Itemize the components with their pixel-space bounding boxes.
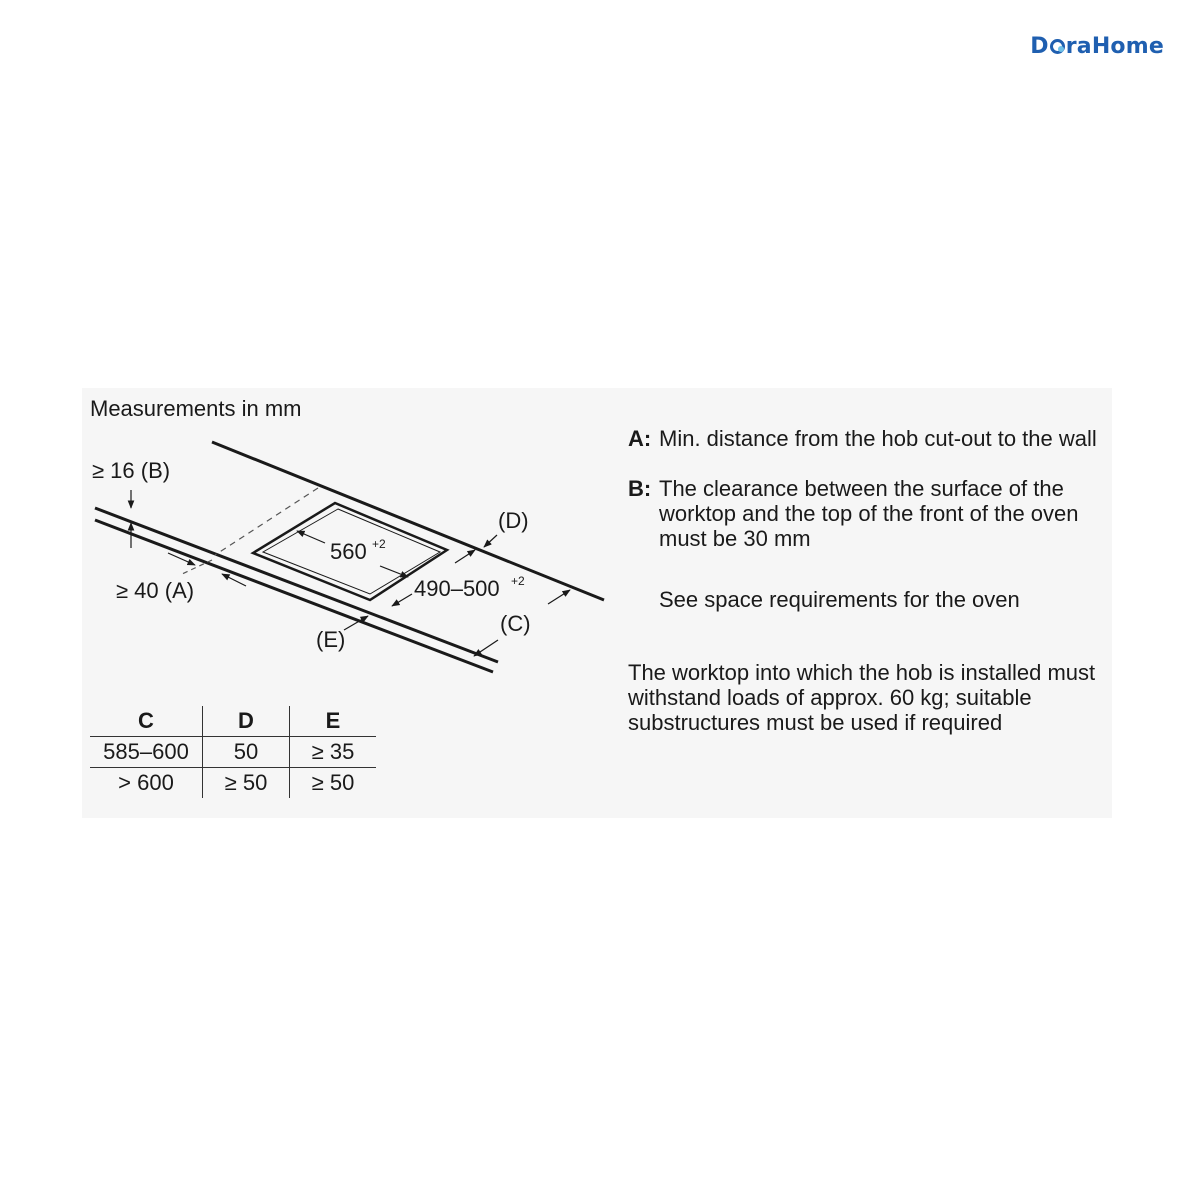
table-header-c: C — [90, 706, 203, 737]
table-cell: ≥ 35 — [290, 737, 377, 768]
table-row — [90, 768, 376, 799]
oven-note: See space requirements for the oven — [659, 587, 1020, 612]
dim-depth-arrow-bottom — [392, 594, 412, 606]
note-b-text: The clearance between the surface of the worktop and the top of the front of the oven must be 30 mm — [659, 476, 1079, 551]
note-b-key: B: — [628, 476, 652, 501]
dim-width-arrow-right — [380, 566, 408, 577]
table-cell: ≥ 50 — [203, 768, 290, 799]
dim-depth-label: 490–500 — [414, 576, 500, 601]
dim-c-arrow-bottom — [474, 640, 498, 656]
dim-width-label: 560 — [330, 539, 367, 564]
dim-width-arrow-left — [297, 531, 325, 543]
table-cell: > 600 — [90, 768, 203, 799]
note-b — [628, 476, 1108, 551]
label-e: (E) — [316, 627, 346, 652]
label-d: (D) — [498, 508, 529, 533]
clearance-table — [90, 706, 376, 798]
table-cell: 50 — [203, 737, 290, 768]
table-cell: ≥ 50 — [311, 770, 355, 795]
load-note: The worktop into which the hob is installed must withstand loads of approx. 60 kg; suitable substructures must be used if required — [628, 660, 1096, 735]
dim-c-arrow-top — [548, 590, 570, 604]
dim-depth-arrow-top — [455, 550, 475, 563]
table-header-e: E — [325, 708, 341, 733]
table-header-row — [90, 706, 376, 737]
note-a-text: Min. distance from the hob cut-out to the wall — [659, 426, 1097, 451]
label-a: ≥ 40 (A) — [116, 578, 195, 603]
note-a — [628, 426, 1108, 451]
dim-depth-tolerance: +2 — [511, 574, 525, 588]
table-cell: 585–600 — [90, 737, 203, 768]
brand-logo: D raHome — [1030, 34, 1164, 59]
dim-width-tolerance: +2 — [372, 537, 386, 551]
note-a-key: A: — [628, 426, 652, 451]
table-row — [90, 737, 376, 768]
label-c: (C) — [500, 611, 531, 636]
diagram-header: Measurements in mm — [90, 396, 302, 421]
notes-column — [628, 426, 1108, 735]
label-b: ≥ 16 (B) — [92, 458, 171, 483]
table-header-d: D — [203, 706, 290, 737]
dim-d-arrow — [484, 535, 497, 547]
dim-a-arrow-left — [168, 553, 195, 565]
